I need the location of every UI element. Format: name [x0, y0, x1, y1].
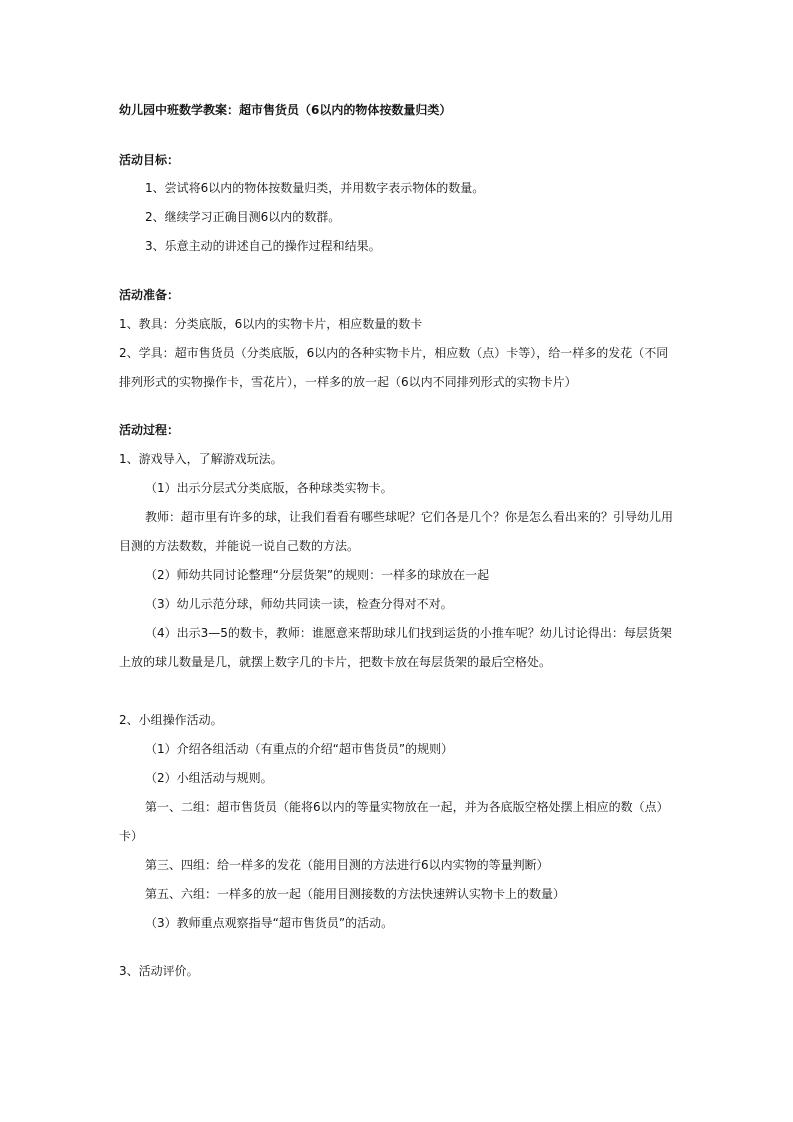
- document-title: 幼儿园中班数学教案：超市售货员（6以内的物体按数量归类）: [119, 103, 452, 117]
- process-substep: （2）师幼共同讨论整理“分层货架”的规则：一样多的球放在一起: [145, 568, 490, 582]
- process-substep: （1）出示分层式分类底版，各种球类实物卡。: [145, 481, 393, 495]
- process-paragraph: 教师：超市里有许多的球，让我们看看有哪些球呢？它们各是几个？你是怎么看出来的？引导幼儿用: [145, 510, 674, 524]
- process-substep: （3）教师重点观察指导“超市售货员”的活动。: [145, 916, 394, 930]
- group-item: 第三、四组：给一样多的发花（能用目测的方法进行6以内实物的等量判断）: [145, 858, 549, 872]
- group-item: 第一、二组：超市售货员（能将6以内的等量实物放在一起，并为各底版空格处摆上相应的数（点）: [145, 800, 669, 814]
- process-step: 2、小组操作活动。: [119, 713, 223, 727]
- process-step: 3、活动评价。: [119, 964, 199, 978]
- process-substep: （1）介绍各组活动（有重点的介绍“超市售货员”的规则）: [145, 742, 454, 756]
- process-paragraph: 目测的方法数数，并能说一说自己数的方法。: [119, 539, 360, 553]
- goals-heading: 活动目标：: [119, 153, 180, 167]
- prep-line: 排列形式的实物操作卡，雪花片），一样多的放一起（6以内不同排列形式的实物卡片）: [119, 375, 577, 389]
- process-paragraph: 上放的球儿数量是几，就摆上数字几的卡片，把数卡放在每层货架的最后空格处。: [119, 655, 552, 669]
- process-heading: 活动过程：: [119, 423, 180, 437]
- goal-item: 3、乐意主动的讲述自己的操作过程和结果。: [145, 239, 381, 253]
- prep-line: 2、学具：超市售货员（分类底版，6以内的各种实物卡片，相应数（点）卡等），给一样多的发花（不同: [119, 346, 669, 360]
- process-substep: （2）小组活动与规则。: [145, 771, 273, 785]
- group-item: 卡）: [119, 829, 144, 843]
- prep-heading: 活动准备：: [119, 288, 180, 302]
- goal-item: 1、尝试将6以内的物体按数量归类，并用数字表示物体的数量。: [145, 181, 485, 195]
- goal-item: 2、继续学习正确目测6以内的数群。: [145, 210, 341, 224]
- process-substep: （4）出示3—5的数卡，教师：谁愿意来帮助球儿们找到运货的小推车呢？幼儿讨论得出：每层货架: [145, 626, 672, 640]
- group-item: 第五、六组：一样多的放一起（能用目测接数的方法快速辨认实物卡上的数量）: [145, 887, 566, 901]
- prep-line: 1、教具：分类底版，6以内的实物卡片，相应数量的数卡: [119, 317, 423, 331]
- process-step: 1、游戏导入，了解游戏玩法。: [119, 452, 283, 466]
- process-substep: （3）幼儿示范分球，师幼共同读一读，检查分得对不对。: [145, 597, 453, 611]
